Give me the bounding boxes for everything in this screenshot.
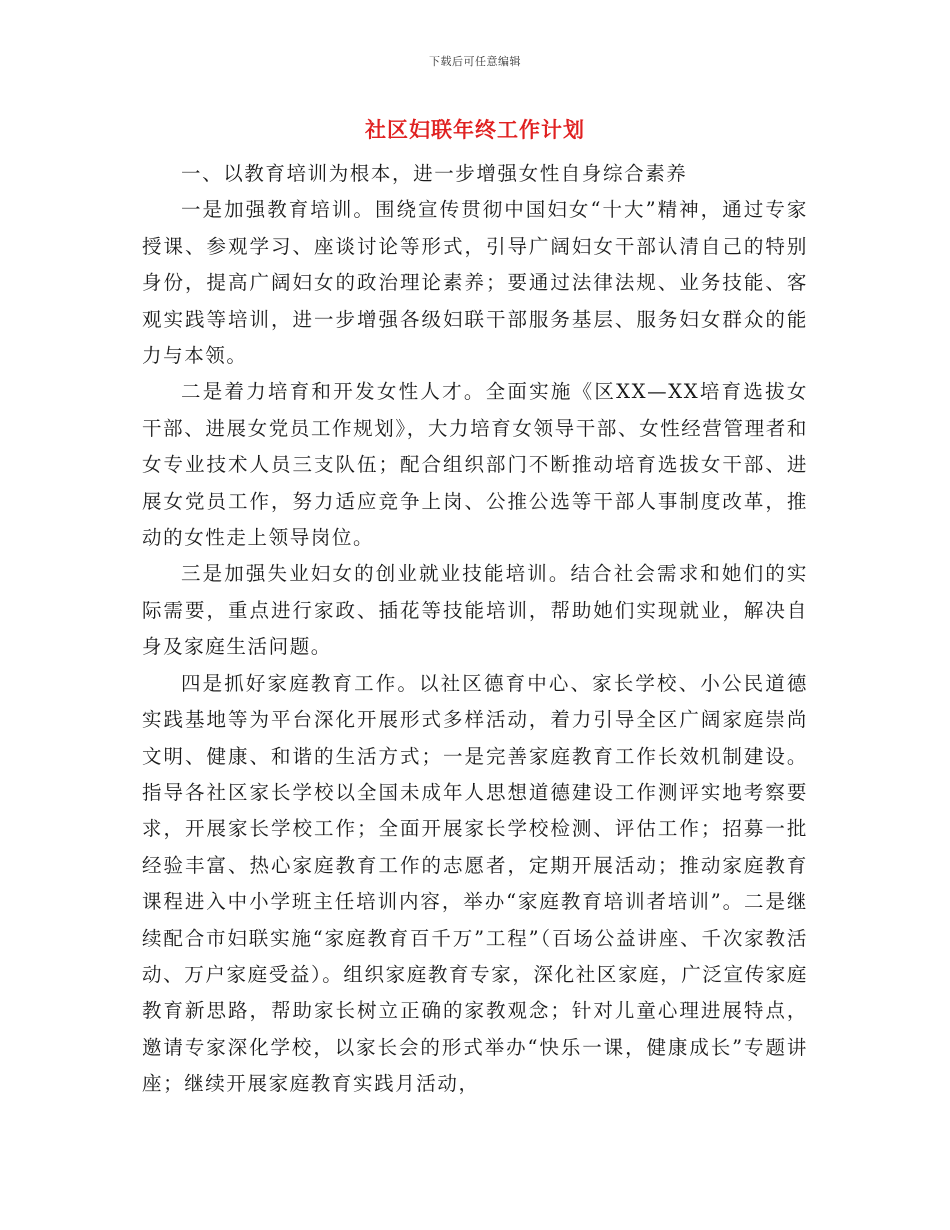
document-title: 社区妇联年终工作计划: [365, 117, 585, 142]
paragraph-family-education: 四是抓好家庭教育工作。以社区德育中心、家长学校、小公民道德实践基地等为平台深化开展形式多样活动，着力引导全区广阔家庭崇尚文明、健康、和谐的生活方式；一是完善家庭教育工作长效机制建设。指导各社区家长学校以全国未成年人思想道德建设工作测评实地考察要求，开展家长学校工作；全面开展家长学校检测、评估工作；招募一批经验丰富、热心家庭教育工作的志愿者，定期开展活动；推动家庭教育课程进入中小学班主任培训内容，举办“家庭教育培训者培训”。二是继续配合市妇联实施“家庭教育百千万”工程”（百场公益讲座、千次家教活动、万户家庭受益）。组织家庭教育专家，深化社区家庭，广泛宣传家庭教育新思路，帮助家长树立正确的家教观念；针对儿童心理进展特点，邀请专家深化学校，以家长会的形式举办“快乐一课，健康成长”专题讲座；继续开展家庭教育实践月活动，: [142, 671, 808, 1096]
paragraph-female-talent: 二是着力培育和开发女性人才。全面实施《区XX—XX培育选拔女干部、进展女党员工作规划》，大力培育女领导干部、女性经营管理者和女专业技术人员三支队伍；配合组织部门不断推动培育选拔女干部、进展女党员工作，努力适应竞争上岗、公推公选等干部人事制度改革，推动的女性走上领导岗位。: [142, 380, 808, 550]
paragraph-employment-training: 三是加强失业妇女的创业就业技能培训。结合社会需求和她们的实际需要，重点进行家政、插花等技能培训，帮助她们实现就业，解决自身及家庭生活问题。: [142, 562, 808, 659]
section-heading: 一、以教育培训为根本，进一步增强女性自身综合素养: [181, 162, 688, 185]
document-body: [142, 156, 808, 1103]
page-header-note: 下载后可任意编辑: [429, 55, 521, 68]
paragraph-education-training: 一是加强教育培训。围绕宣传贯彻中国妇女“十大”精神，通过专家授课、参观学习、座谈讨论等形式，引导广阔妇女干部认清自己的特别身份，提高广阔妇女的政治理论素养；要通过法律法规、业务技能、客观实践等培训，进一步增强各级妇联干部服务基层、服务妇女群众的能力与本领。: [142, 198, 808, 368]
